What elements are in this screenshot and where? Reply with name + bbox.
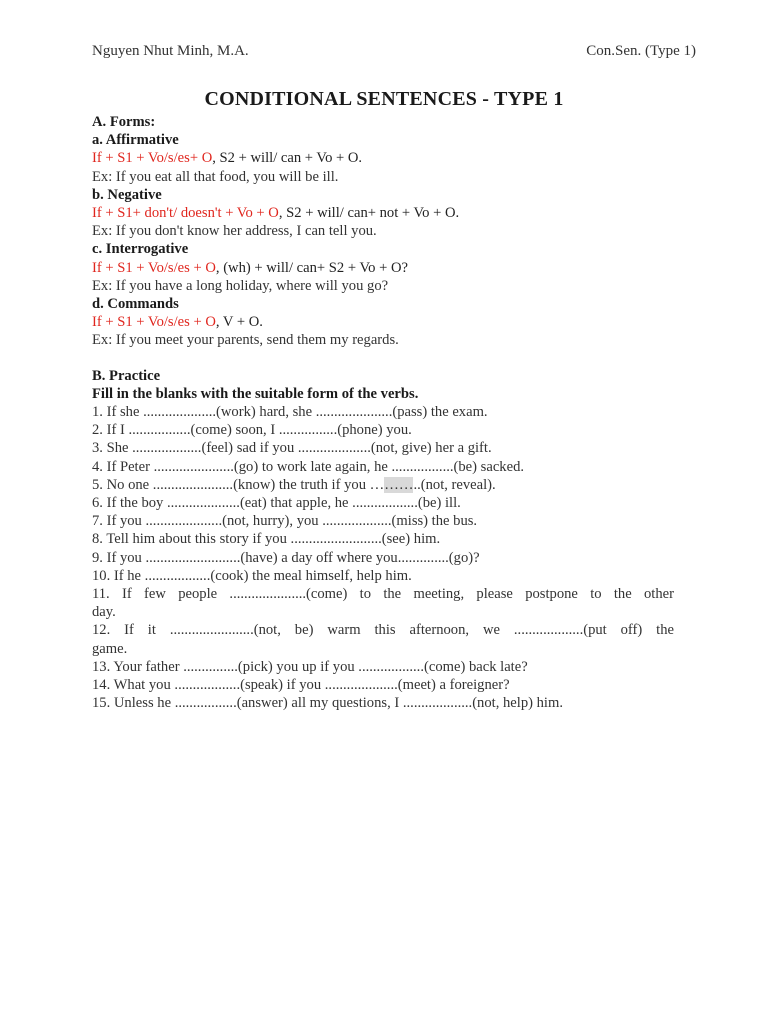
negative-example: Ex: If you don't know her address, I can tell you. <box>92 223 377 240</box>
exercise-item-11: 11. If few people .....................(come) to the meeting, please postpone to the other <box>92 586 674 603</box>
exercise-item-12: 12. If it .......................(not, be) warm this afternoon, we ...................(put off) the <box>92 622 674 639</box>
section-spacer <box>92 350 674 367</box>
exercise-item-1: 1. If she ....................(work) hard, she .....................(pass) the exam. <box>92 404 488 421</box>
affirmative-example: Ex: If you eat all that food, you will be ill. <box>92 168 339 185</box>
commands-formula-main-clause: , V + O. <box>215 314 263 331</box>
commands-label: d. Commands <box>92 296 179 313</box>
practice-heading: B. Practice <box>92 367 161 384</box>
header-author: Nguyen Nhut Minh, M.A. <box>92 43 249 59</box>
interrogative-formula <box>92 259 674 277</box>
interrogative-formula-main-clause: , (wh) + will/ can+ S2 + Vo + O? <box>215 259 408 276</box>
page-title: CONDITIONAL SENTENCES - TYPE 1 <box>204 88 564 110</box>
exercise-item-3: 3. She ...................(feel) sad if you ....................(not, give) her a gift. <box>92 440 492 457</box>
affirmative-label: a. Affirmative <box>92 132 179 149</box>
affirmative-formula <box>92 149 674 167</box>
negative-formula-if-clause: If + S1+ don't/ doesn't + Vo + O <box>92 205 279 222</box>
negative-formula <box>92 204 674 222</box>
commands-formula-if-clause: If + S1 + Vo/s/es + O <box>92 314 216 331</box>
exercise-item-5-text: 5. No one ......................(know) the truth if you <box>92 476 370 493</box>
exercise-item-5 <box>92 476 674 494</box>
document-body <box>92 113 674 713</box>
practice-instruction: Fill in the blanks with the suitable form of the verbs. <box>92 385 419 402</box>
page-header <box>92 43 696 63</box>
commands-example: Ex: If you meet your parents, send them my regards. <box>92 332 399 349</box>
exercise-item-2: 2. If I .................(come) soon, I ................(phone) you. <box>92 422 412 439</box>
exercise-item-12-continued: game. <box>92 640 128 657</box>
interrogative-example: Ex: If you have a long holiday, where will you go? <box>92 277 389 294</box>
interrogative-formula-if-clause: If + S1 + Vo/s/es + O <box>92 259 216 276</box>
exercise-item-11-continued: day. <box>92 604 116 621</box>
exercise-item-4: 4. If Peter ......................(go) to work late again, he .................(be) sacked. <box>92 458 525 475</box>
interrogative-label: c. Interrogative <box>92 241 189 258</box>
commands-formula <box>92 313 674 331</box>
affirmative-formula-if-clause: If + S1 + Vo/s/es+ O <box>92 150 213 167</box>
exercise-item-7: 7. If you .....................(not, hurry), you ...................(miss) the bus. <box>92 513 478 530</box>
exercise-item-15: 15. Unless he .................(answer) all my questions, I ...................(not, help) him. <box>92 695 563 712</box>
exercise-item-6: 6. If the boy ....................(eat) that apple, he ..................(be) ill. <box>92 495 461 512</box>
forms-heading: A. Forms: <box>92 114 156 130</box>
exercise-item-13: 13. Your father ...............(pick) you up if you ..................(come) back late? <box>92 658 528 675</box>
exercise-item-10: 10. If he ..................(cook) the meal himself, help him. <box>92 567 412 584</box>
exercise-item-9: 9. If you ..........................(have) a day off where you..............(go)? <box>92 549 480 566</box>
negative-formula-main-clause: , S2 + will/ can+ not + Vo + O. <box>278 205 460 222</box>
exercise-item-14: 14. What you ..................(speak) if you ....................(meet) a foreigner? <box>92 677 510 694</box>
exercise-item-5-highlighted-blank: …… <box>384 476 414 493</box>
negative-label: b. Negative <box>92 186 162 203</box>
affirmative-formula-main-clause: , S2 + will/ can + Vo + O. <box>212 150 363 167</box>
exercise-item-5-rest: ..(not, reveal). <box>413 476 496 493</box>
exercise-item-8: 8. Tell him about this story if you .........................(see) him. <box>92 531 441 548</box>
header-document-code: Con.Sen. (Type 1) <box>586 43 696 59</box>
exercise-item-5-dots: … <box>369 476 385 493</box>
